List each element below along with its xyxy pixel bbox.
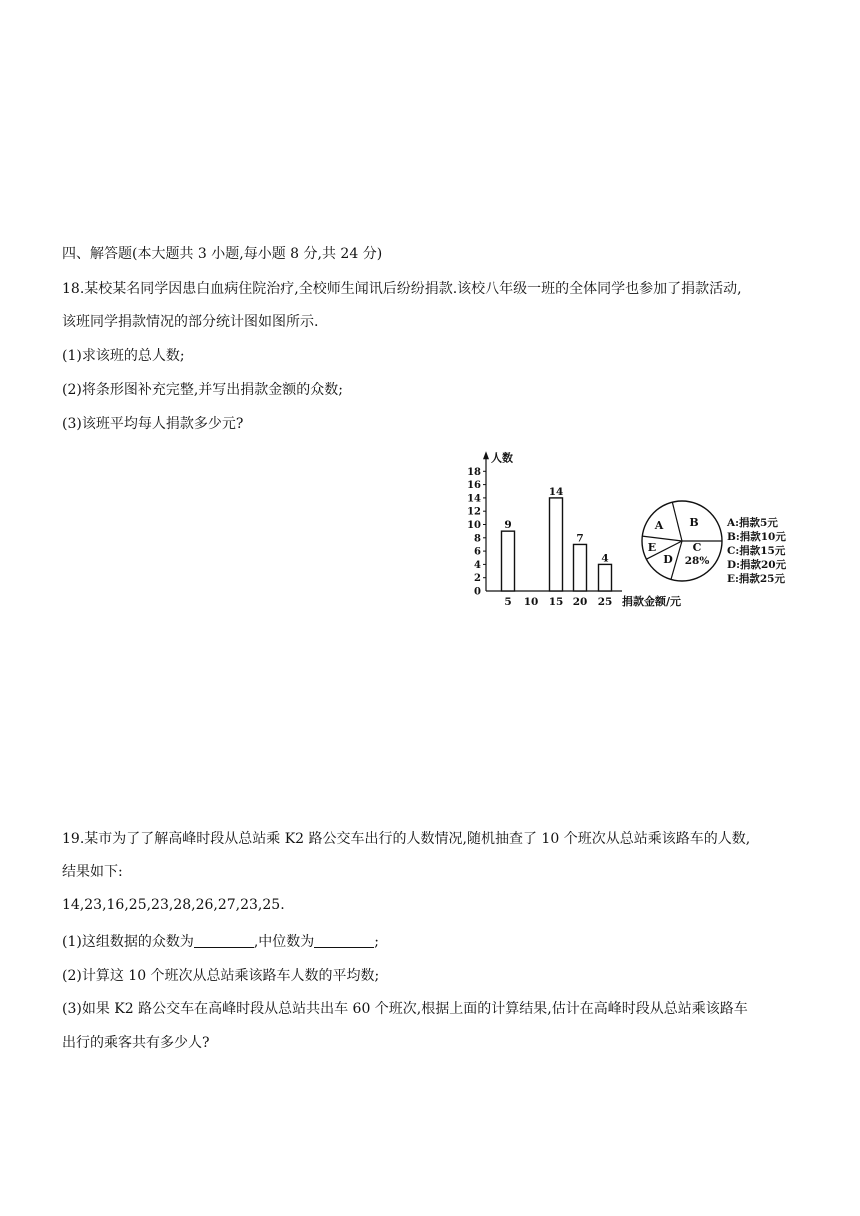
q19-part3-line2: 出行的乘客共有多少人? [62,1035,210,1051]
y-tick-label: 12 [467,506,481,518]
bar [574,544,587,591]
pie-legend-item: D:捐款20元 [727,559,787,571]
pie-legend-item: B:捐款10元 [727,531,786,543]
section-heading: 四、解答题(本大题共 3 小题,每小题 8 分,共 24 分) [62,246,383,262]
q18-part2: (2)将条形图补充完整,并写出捐款金额的众数; [62,382,343,398]
x-axis-label: 捐款金额/元 [622,595,682,608]
q18-part1: (1)求该班的总人数; [62,348,185,364]
bar-data-label: 4 [601,552,609,565]
q19-part1-text-a: (1)这组数据的众数为 [62,934,194,950]
y-tick-label: 16 [467,480,481,492]
q18-part3: (3)该班平均每人捐款多少元? [62,416,244,432]
bar [599,564,612,591]
y-tick-label: 2 [474,573,481,585]
x-tick-label: 25 [597,596,613,608]
pie-slice-label: A [654,519,664,532]
q19-stem-line2: 结果如下: [62,864,123,880]
y-tick-label: 14 [467,493,481,505]
q18-stem-line2: 该班同学捐款情况的部分统计图如图所示. [62,314,319,330]
q19-stem-line1: 19.某市为了了解高峰时段从总站乘 K2 路公交车出行的人数情况,随机抽查了 10 个班次从总站乘该路车的人数, [62,831,751,847]
bar-data-label: 7 [576,532,584,545]
pie-slice-label: B [689,516,699,529]
y-tick-label: 10 [467,520,481,531]
q19-part1-text-c: ; [374,934,380,950]
y-tick-label: 4 [474,559,481,571]
x-tick-label: 10 [523,596,539,608]
q19-part1 [62,931,379,951]
y-tick-label: 18 [467,466,481,478]
pie-legend-item: C:捐款15元 [727,545,786,557]
statistics-figure [440,440,820,620]
q18-stem-line1: 18.某校某名同学因患白血病住院治疗,全校师生闻讯后纷纷捐款.该校八年级一班的全体同学也参加了捐款活动, [62,281,742,297]
x-tick-label: 20 [572,596,588,608]
pie-slice-label: D [663,553,673,566]
bar [502,531,515,591]
x-tick-label: 15 [548,596,564,608]
y-tick-label: 8 [474,533,481,545]
bar-data-label: 14 [548,485,564,498]
bar [550,498,563,591]
mode-blank [194,934,254,948]
y-tick-label: 0 [474,586,481,598]
pie-chart [642,501,787,585]
q19-data: 14,23,16,25,23,28,26,27,23,25. [62,897,285,913]
pie-value-label: 28% [684,555,710,567]
bar-data-label: 9 [504,519,512,532]
q19-part1-text-b: ,中位数为 [253,934,315,950]
y-tick-label: 6 [474,546,481,558]
pie-legend-item: E:捐款25元 [727,573,785,585]
q19-part3-line1: (3)如果 K2 路公交车在高峰时段从总站共出车 60 个班次,根据上面的计算结果,估计在高峰时段从总站乘该路车 [62,1001,748,1017]
y-axis-arrow [483,451,489,459]
median-blank [314,934,374,948]
q19-part2: (2)计算这 10 个班次从总站乘该路车人数的平均数; [62,968,380,984]
pie-legend-item: A:捐款5元 [727,517,778,529]
x-tick-label: 5 [504,596,512,608]
pie-slice-label: E [647,541,657,554]
pie-slice-label: C [692,541,702,554]
y-axis-label: 人数 [491,451,513,465]
